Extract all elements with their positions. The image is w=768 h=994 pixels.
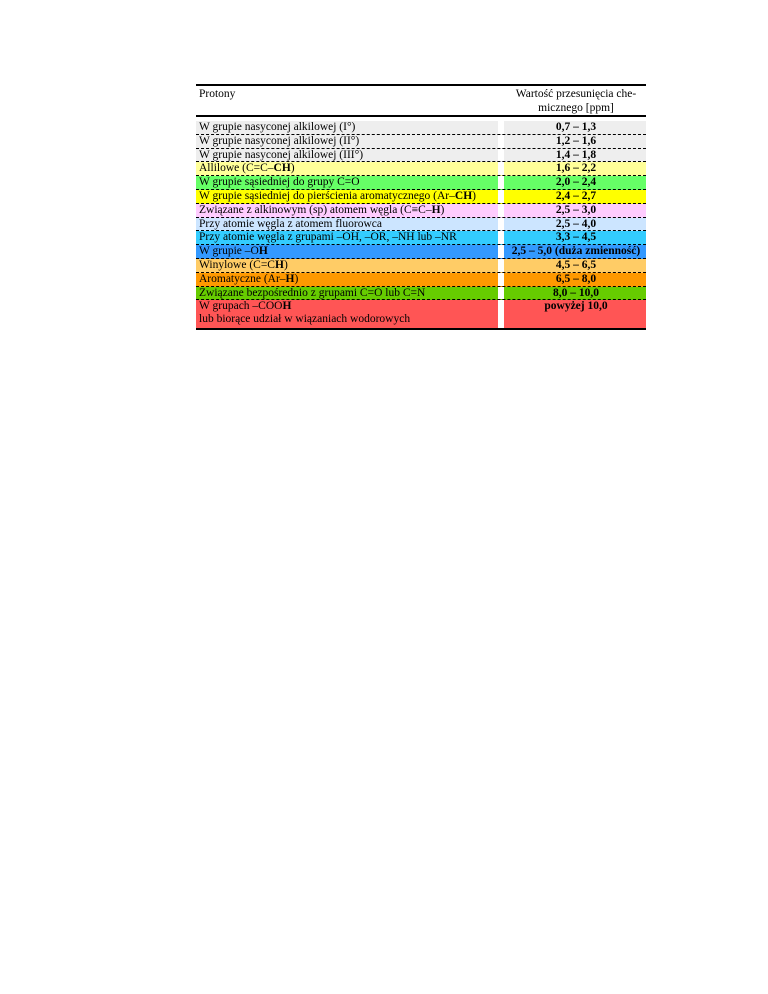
header-protons: Protony (199, 88, 236, 100)
row-label: Przy atomie węgla z atomem fluorowca (199, 217, 382, 230)
row-label: Związane bezpośrednio z grupami C=O lub C=N (199, 286, 426, 299)
table-row (196, 273, 646, 287)
table-row (196, 245, 646, 259)
row-label: W grupie nasyconej alkilowej (III°) (199, 148, 364, 161)
row-value: 2,5 – 5,0 (duża zmienność) (511, 245, 641, 258)
row-value: 2,4 – 2,7 (555, 189, 597, 202)
row-value: 0,7 – 1,3 (555, 121, 597, 133)
row-label: Allilowe (C=C–CH) (199, 162, 295, 175)
table-row (196, 231, 646, 245)
table-row (196, 176, 646, 190)
row-value: 3,3 – 4,5 (555, 231, 597, 244)
table-row (196, 218, 646, 232)
table-row (196, 121, 646, 135)
row-value: 8,0 – 10,0 (553, 286, 599, 299)
table-row (196, 287, 646, 301)
row-value: 4,5 – 6,5 (555, 258, 597, 271)
row-label: W grupie nasyconej alkilowej (II°) (199, 134, 360, 147)
row-label: W grupie sąsiedniej do pierścienia aromatycznego (Ar–CH) (199, 189, 476, 202)
header-shift-value: Wartość przesunięcia che- micznego [ppm] (515, 88, 637, 114)
row-value: 6,5 – 8,0 (555, 272, 597, 285)
row-value: 1,4 – 1,8 (555, 148, 597, 161)
table-row (196, 259, 646, 273)
table-row (196, 135, 646, 149)
row-label: W grupie sąsiedniej do grupy C=O (199, 176, 360, 189)
table-row (196, 162, 646, 176)
row-label: Winylowe (C=CH) (199, 258, 288, 271)
row-label: Przy atomie węgla z grupami –OH, –OR, –NH lub –NR (199, 231, 457, 244)
table-header (196, 86, 646, 117)
chemical-shift-table (196, 84, 646, 330)
row-value: 1,6 – 2,2 (555, 162, 597, 175)
row-value: 1,2 – 1,6 (555, 134, 597, 147)
row-value: 2,5 – 3,0 (555, 203, 597, 216)
row-value: 2,0 – 2,4 (555, 176, 597, 189)
table-row (196, 149, 646, 163)
row-value: 2,5 – 4,0 (555, 217, 597, 230)
row-label: W grupie nasyconej alkilowej (I°) (199, 121, 356, 133)
table-row (196, 300, 646, 328)
row-value: powyżej 10,0 (544, 300, 608, 313)
row-label: Związane z alkinowym (sp) atomem węgla (C≡C–H) (199, 203, 445, 216)
row-label: Aromatyczne (Ar–H) (199, 272, 299, 285)
row-label: W grupie –OH (199, 245, 268, 258)
table-row (196, 190, 646, 204)
row-label: W grupach –COOH lub biorące udział w wiązaniach wodorowych (199, 300, 411, 326)
table-row (196, 204, 646, 218)
